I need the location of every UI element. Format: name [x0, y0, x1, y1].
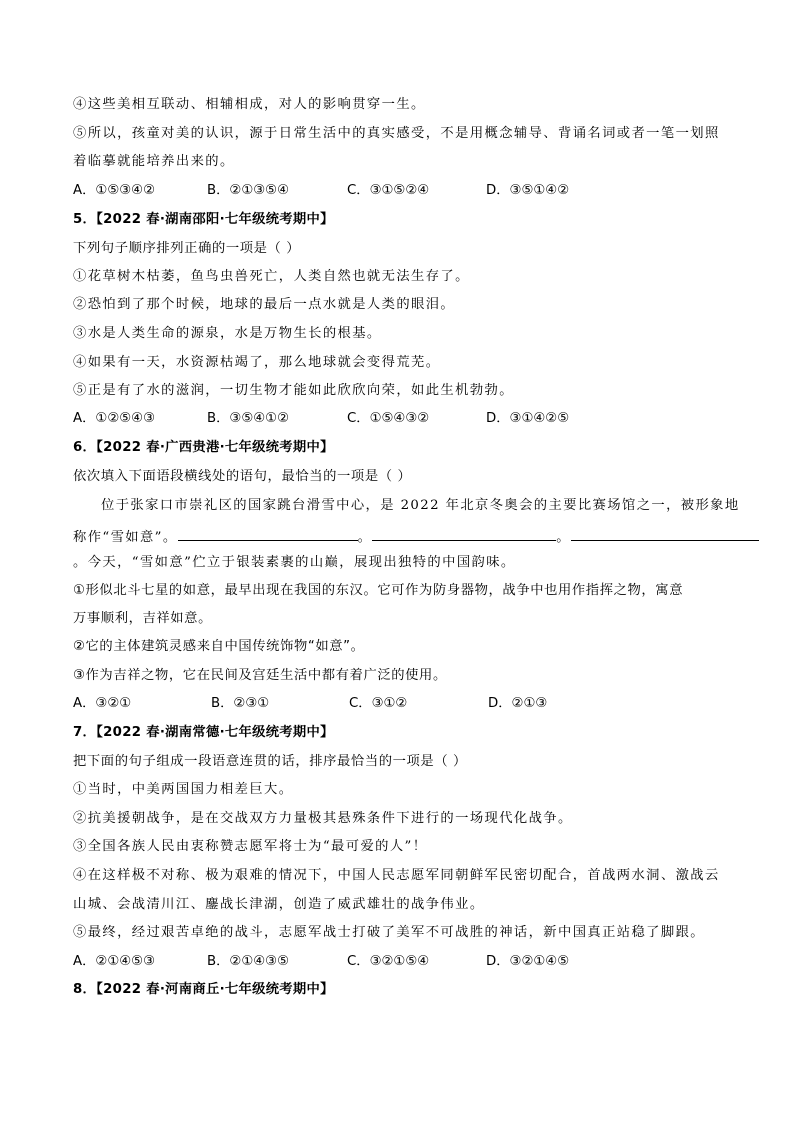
q6-blank-2[interactable] [372, 526, 556, 541]
q6-passage-line-1: 位于张家口市崇礼区的国家跳台滑雪中心，是 2022 年北京冬奥会的主要比赛场馆之一，被形象地 [101, 498, 740, 513]
q6-passage-line-3: 。今天，“雪如意”伫立于银装素裹的山巅，展现出独特的中国韵味。 [73, 555, 516, 570]
q5-sentence-1: ①花草树木枯萎，鱼鸟虫兽死亡，人类自然也就无法生存了。 [73, 269, 470, 284]
q5-option-c[interactable]: C．①⑤④③② [347, 411, 430, 426]
q7-option-c[interactable]: C．③②①⑤④ [347, 954, 430, 969]
q6-blank-1[interactable] [178, 526, 358, 541]
q4-option-d[interactable]: D．③⑤①④② [486, 183, 570, 198]
q5-stem: 下列句子顺序排列正确的一项是（ ） [73, 241, 301, 256]
q7-sentence-4-cont: 山城、会战清川江、鏖战长津湖，创造了威武雄壮的战争伟业。 [73, 897, 485, 912]
q7-header: 7．【2022 春·湖南常德·七年级统考期中】 [73, 725, 334, 740]
q7-sentence-1: ①当时，中美两国国力相差巨大。 [73, 782, 294, 797]
q6-passage-period-2: 。 [556, 530, 571, 545]
q6-sentence-3: ③作为吉祥之物，它在民间及宫廷生活中都有着广泛的使用。 [73, 668, 447, 683]
q7-option-b[interactable]: B．②①④③⑤ [207, 954, 290, 969]
q5-header: 5．【2022 春·湖南邵阳·七年级统考期中】 [73, 212, 334, 227]
q4-option-c[interactable]: C．③①⑤②④ [347, 183, 430, 198]
q4-option-b[interactable]: B．②①③⑤④ [207, 183, 290, 198]
q6-option-a[interactable]: A．③②① [73, 696, 132, 711]
q6-blank-3[interactable] [571, 526, 759, 541]
q4-sentence-5-cont: 着临摹就能培养出来的。 [73, 154, 235, 169]
q7-option-d[interactable]: D．③②①④⑤ [486, 954, 570, 969]
q4-sentence-5: ⑤所以，孩童对美的认识，源于日常生活中的真实感受，不是用概念辅导、背诵名词或者一笔一划照 [73, 126, 720, 141]
q4-sentence-4: ④这些美相互联动、相辅相成，对人的影响贯穿一生。 [73, 97, 426, 112]
q7-stem: 把下面的句子组成一段语意连贯的话，排序最恰当的一项是（ ） [73, 754, 467, 769]
q5-option-a[interactable]: A．①②⑤④③ [73, 411, 155, 426]
q6-passage-period: 。 [357, 530, 373, 545]
q6-header: 6．【2022 春·广西贵港·七年级统考期中】 [73, 440, 334, 455]
q5-option-b[interactable]: B．③⑤④①② [207, 411, 290, 426]
q6-stem: 依次填入下面语段横线处的语句，最恰当的一项是（ ） [73, 469, 412, 484]
q7-option-a[interactable]: A．②①④⑤③ [73, 954, 155, 969]
q6-sentence-1: ①形似北斗七星的如意，最早出现在我国的东汉。它可作为防身器物，战争中也用作指挥之物，寓意 [73, 583, 684, 598]
q6-option-b[interactable]: B．②③① [211, 696, 270, 711]
q5-sentence-3: ③水是人类生命的源泉，水是万物生长的根基。 [73, 326, 382, 341]
q8-header: 8．【2022 春·河南商丘·七年级统考期中】 [73, 982, 334, 997]
q6-sentence-1-cont: 万事顺利，吉祥如意。 [73, 611, 212, 626]
q5-sentence-4: ④如果有一天，水资源枯竭了，那么地球就会变得荒芜。 [73, 355, 441, 370]
q7-sentence-4: ④在这样极不对称、极为艰难的情况下，中国人民志愿军同朝鲜军民密切配合，首战两水洞、激战云 [73, 868, 720, 883]
q7-sentence-2: ②抗美援朝战争，是在交战双方力量极其悬殊条件下进行的一场现代化战争。 [73, 811, 573, 826]
q4-option-a[interactable]: A．①⑤③④② [73, 183, 155, 198]
q5-sentence-2: ②恐怕到了那个时候，地球的最后一点水就是人类的眼泪。 [73, 297, 456, 312]
q5-sentence-5: ⑤正是有了水的滋润，一切生物才能如此欣欣向荣，如此生机勃勃。 [73, 383, 514, 398]
q7-sentence-3: ③全国各族人民由衷称赞志愿军将士为“最可爱的人”！ [73, 839, 428, 854]
q6-passage-line-2 [73, 526, 759, 547]
q6-sentence-2: ②它的主体建筑灵感来自中国传统饰物“如意”。 [73, 639, 365, 654]
q6-option-c[interactable]: C．③①② [349, 696, 408, 711]
q6-option-d[interactable]: D．②①③ [488, 696, 548, 711]
q6-passage-text: 称作“雪如意”。 [73, 530, 178, 545]
q7-sentence-5: ⑤最终，经过艰苦卓绝的战斗，志愿军战士打破了美军不可战胜的神话，新中国真正站稳了脚跟。 [73, 925, 705, 940]
q5-option-d[interactable]: D．③①④②⑤ [486, 411, 570, 426]
